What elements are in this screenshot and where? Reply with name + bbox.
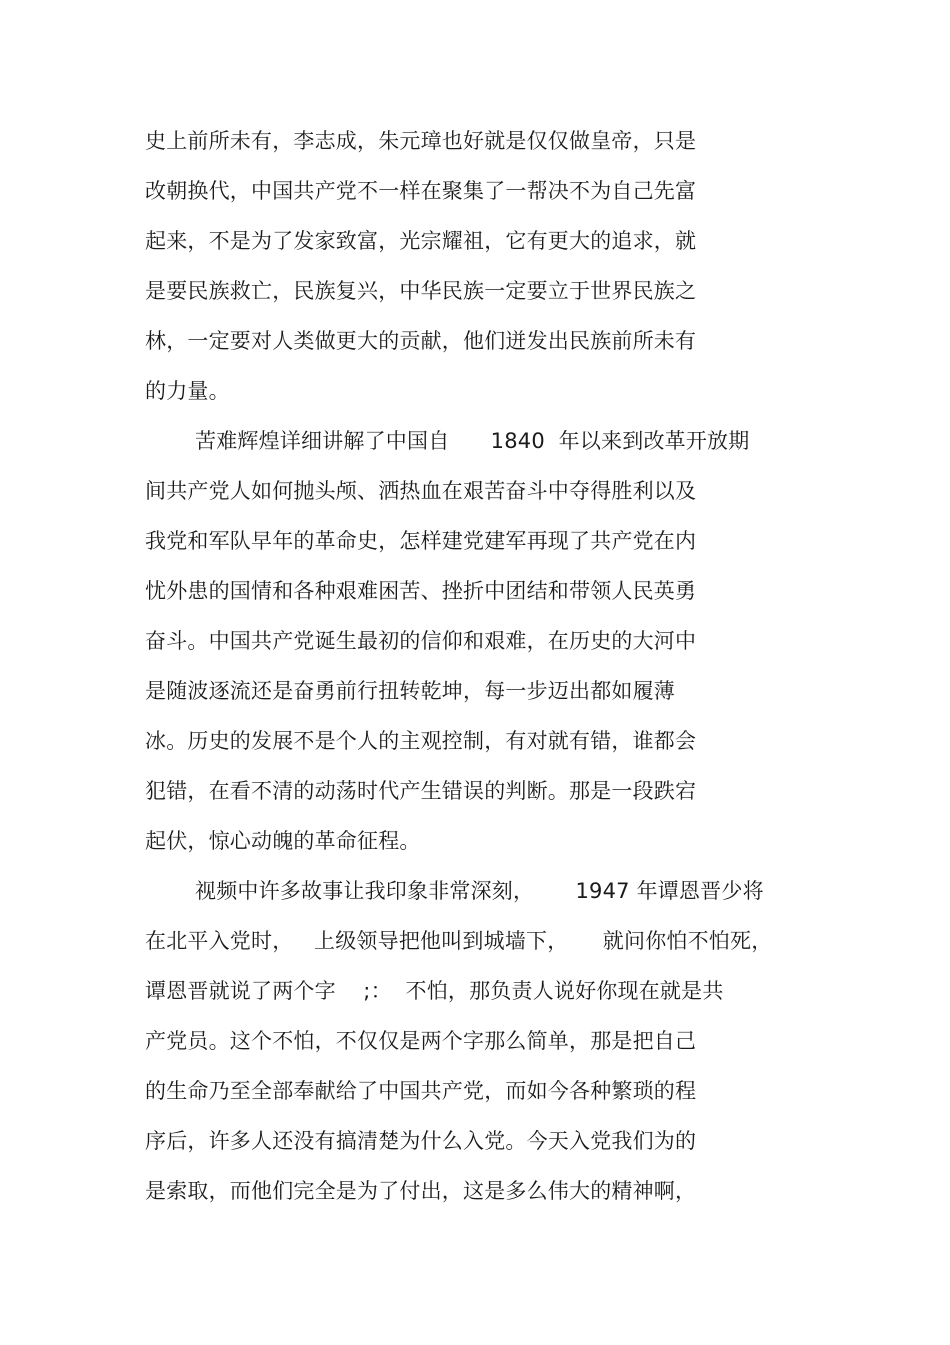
text-line: 改朝换代，中国共产党不一样在聚集了一帮决不为自己先富: [145, 179, 697, 203]
text-line: 犯错，在看不清的动荡时代产生错误的判断。那是一段跌宕: [145, 779, 697, 803]
text-line: 是随波逐流还是奋勇前行扭转乾坤，每一步迈出都如履薄: [145, 679, 675, 703]
text-line: 的生命乃至全部奉献给了中国共产党，而如今各种繁琐的程: [145, 1079, 697, 1103]
text-line: 谭恩晋就说了两个字 ;： 不怕，那负责人说好你现在就是共: [145, 979, 724, 1003]
text-line: 的力量。: [145, 379, 230, 403]
text-line: 林，一定要对人类做更大的贡献，他们迸发出民族前所未有: [145, 329, 697, 353]
text-line: 在北平入党时， 上级领导把他叫到城墙下， 就问你怕不怕死，: [145, 929, 773, 953]
text-line: 起伏，惊心动魄的革命征程。: [145, 829, 421, 853]
text-line: 冰。历史的发展不是个人的主观控制，有对就有错，谁都会: [145, 729, 697, 753]
text-line: 我党和军队早年的革命史，怎样建党建军再现了共产党在内: [145, 529, 697, 553]
text-line: 忧外患的国情和各种艰难困苦、挫折中团结和带领人民英勇: [145, 579, 697, 603]
text-line: 是索取，而他们完全是为了付出，这是多么伟大的精神啊，: [145, 1179, 697, 1203]
text-line: 奋斗。中国共产党诞生最初的信仰和艰难，在历史的大河中: [145, 629, 697, 653]
text-line: 间共产党人如何抛头颅、洒热血在艰苦奋斗中夺得胜利以及: [145, 479, 697, 503]
text-line: 苦难辉煌详细讲解了中国自 1840 年以来到改革开放期: [195, 429, 750, 453]
text-line: 史上前所未有，李志成，朱元璋也好就是仅仅做皇帝，只是: [145, 129, 697, 153]
text-line: 起来，不是为了发家致富，光宗耀祖，它有更大的追求，就: [145, 229, 697, 253]
text-line: 视频中许多故事让我印象非常深刻， 1947 年谭恩晋少将: [195, 879, 764, 903]
text-line: 是要民族救亡，民族复兴，中华民族一定要立于世界民族之: [145, 279, 697, 303]
text-line: 产党员。这个不怕，不仅仅是两个字那么简单，那是把自己: [145, 1029, 697, 1053]
text-line: 序后，许多人还没有搞清楚为什么入党。今天入党我们为的: [145, 1129, 697, 1153]
